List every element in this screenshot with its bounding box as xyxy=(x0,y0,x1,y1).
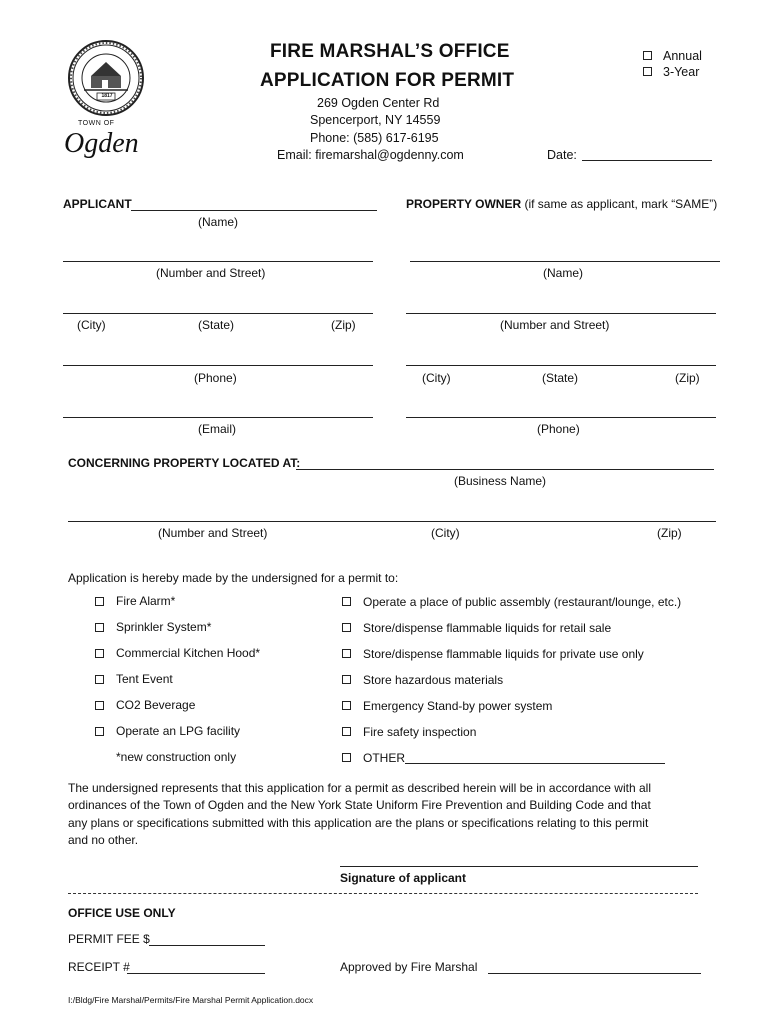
town-seal-logo xyxy=(64,40,148,168)
applicant-phone-caption: (Phone) xyxy=(194,371,237,385)
permit-other-field[interactable] xyxy=(405,763,665,764)
permit-checkbox-tent-event[interactable] xyxy=(95,675,104,684)
business-name-field[interactable] xyxy=(296,469,714,470)
receipt-field[interactable] xyxy=(127,973,265,974)
property-zip-caption: (Zip) xyxy=(657,526,682,540)
permit-checkbox-fire-inspection[interactable] xyxy=(342,727,351,736)
permit-fee-field[interactable] xyxy=(149,945,265,946)
permit-checkbox-standby-power[interactable] xyxy=(342,701,351,710)
permit-checkbox-lpg[interactable] xyxy=(95,727,104,736)
applicant-email-field[interactable] xyxy=(63,417,373,418)
applicant-label: APPLICANT xyxy=(63,197,132,211)
permit-checkbox-co2[interactable] xyxy=(95,701,104,710)
seal-year: 1817 xyxy=(101,93,113,99)
owner-note: (if same as applicant, mark “SAME”) xyxy=(524,197,718,211)
applicant-city-caption: (City) xyxy=(77,318,106,332)
permit-label-fire-inspection: Fire safety inspection xyxy=(363,725,477,739)
town-of-label: TOWN OF xyxy=(78,120,115,127)
owner-city-caption: (City) xyxy=(422,371,451,385)
applicant-zip-caption: (Zip) xyxy=(331,318,356,332)
property-city-caption: (City) xyxy=(431,526,460,540)
office-email: Email: firemarshal@ogdenny.com xyxy=(277,148,464,162)
approved-signature-field[interactable] xyxy=(488,973,701,974)
new-construction-note: *new construction only xyxy=(116,750,237,764)
owner-zip-caption: (Zip) xyxy=(675,371,700,385)
business-name-caption: (Business Name) xyxy=(454,474,547,488)
property-label: CONCERNING PROPERTY LOCATED AT: xyxy=(68,456,301,470)
applicant-name-caption: (Name) xyxy=(198,215,239,229)
applicant-state-caption: (State) xyxy=(198,318,235,332)
date-field[interactable] xyxy=(582,160,712,161)
applicant-street-caption: (Number and Street) xyxy=(156,266,266,280)
receipt-label: RECEIPT # xyxy=(68,960,130,974)
office-address-line1: 269 Ogden Center Rd xyxy=(317,96,440,110)
permit-checkbox-fire-alarm[interactable] xyxy=(95,597,104,606)
permit-label-tent-event: Tent Event xyxy=(116,672,173,686)
owner-phone-caption: (Phone) xyxy=(537,422,580,436)
applicant-street-field[interactable] xyxy=(63,261,373,262)
permit-label-other: OTHER xyxy=(363,751,405,765)
permit-checkbox-hazardous[interactable] xyxy=(342,675,351,684)
page-title-line1: FIRE MARSHAL’S OFFICE xyxy=(270,41,510,62)
owner-name-caption: (Name) xyxy=(543,266,584,280)
owner-label: PROPERTY OWNER xyxy=(406,197,522,211)
town-name: Ogden xyxy=(64,128,139,159)
statement-line2: ordinances of the Town of Ogden and the New York State Uniform Fire Prevention and Building Code and that xyxy=(68,798,651,812)
owner-street-caption: (Number and Street) xyxy=(500,318,610,332)
permit-label-hazardous: Store hazardous materials xyxy=(363,673,504,687)
office-phone: Phone: (585) 617-6195 xyxy=(310,131,439,145)
applicant-email-caption: (Email) xyxy=(198,422,236,436)
permit-label-kitchen-hood: Commercial Kitchen Hood* xyxy=(116,646,261,660)
permit-intro: Application is hereby made by the undersigned for a permit to: xyxy=(68,571,399,585)
three-year-checkbox[interactable] xyxy=(643,67,652,76)
document-path-footer: I:/Bldg/Fire Marshal/Permits/Fire Marshal Permit Application.docx xyxy=(68,995,314,1005)
office-address-line2: Spencerport, NY 14559 xyxy=(310,113,441,127)
permit-label-lpg: Operate an LPG facility xyxy=(116,724,241,738)
permit-checkbox-flammable-retail[interactable] xyxy=(342,623,351,632)
office-use-divider xyxy=(68,893,698,894)
permit-label-flammable-private: Store/dispense flammable liquids for private use only xyxy=(363,647,644,661)
three-year-label: 3-Year xyxy=(663,65,700,79)
page-title-line2: APPLICATION FOR PERMIT xyxy=(260,70,515,91)
owner-city-state-zip-field[interactable] xyxy=(406,365,716,366)
owner-state-caption: (State) xyxy=(542,371,579,385)
owner-phone-field[interactable] xyxy=(406,417,716,418)
annual-label: Annual xyxy=(663,49,702,63)
date-label: Date: xyxy=(547,148,577,162)
permit-checkbox-flammable-private[interactable] xyxy=(342,649,351,658)
statement-line3: any plans or specifications submitted with this application are the plans or specifications relating to this permit xyxy=(68,816,649,830)
applicant-name-field[interactable] xyxy=(131,210,377,211)
permit-label-public-assembly: Operate a place of public assembly (restaurant/lounge, etc.) xyxy=(363,595,682,609)
permit-checkbox-kitchen-hood[interactable] xyxy=(95,649,104,658)
approved-label: Approved by Fire Marshal xyxy=(340,960,478,974)
permit-checkbox-public-assembly[interactable] xyxy=(342,597,351,606)
permit-checkbox-sprinkler[interactable] xyxy=(95,623,104,632)
permit-label-flammable-retail: Store/dispense flammable liquids for retail sale xyxy=(363,621,612,635)
signature-label: Signature of applicant xyxy=(340,871,467,885)
statement-line4: and no other. xyxy=(68,833,139,847)
owner-heading xyxy=(406,197,717,211)
permit-label-fire-alarm: Fire Alarm* xyxy=(116,594,176,608)
seal-emblem-icon xyxy=(64,40,148,120)
permit-label-co2: CO2 Beverage xyxy=(116,698,196,712)
permit-label-standby-power: Emergency Stand-by power system xyxy=(363,699,553,713)
owner-street-field[interactable] xyxy=(406,313,716,314)
owner-name-field[interactable] xyxy=(410,261,720,262)
permit-checkbox-other[interactable] xyxy=(342,753,351,762)
applicant-city-state-zip-field[interactable] xyxy=(63,313,373,314)
office-use-heading: OFFICE USE ONLY xyxy=(68,906,176,920)
permit-label-sprinkler: Sprinkler System* xyxy=(116,620,212,634)
annual-checkbox[interactable] xyxy=(643,51,652,60)
permit-fee-label: PERMIT FEE $ xyxy=(68,932,150,946)
applicant-phone-field[interactable] xyxy=(63,365,373,366)
signature-field[interactable] xyxy=(340,866,698,867)
statement-line1: The undersigned represents that this application for a permit as described herein will be in accordance with all xyxy=(68,781,651,795)
property-street-caption: (Number and Street) xyxy=(158,526,268,540)
property-address-field[interactable] xyxy=(68,521,716,522)
